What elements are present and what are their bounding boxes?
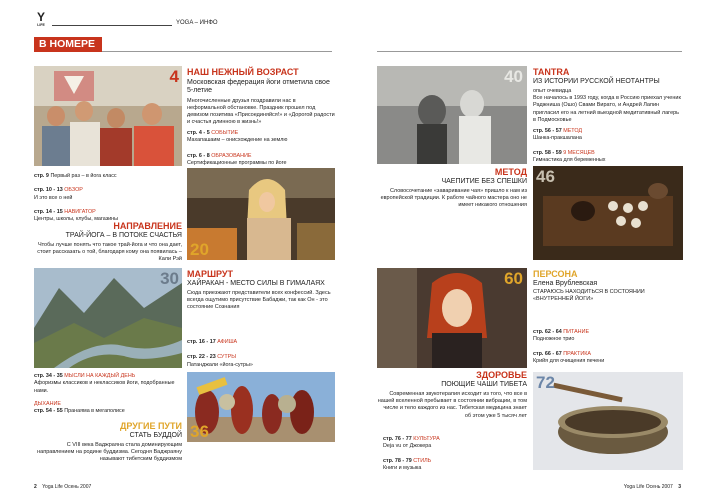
toc-entry[interactable] <box>383 436 523 451</box>
article-method[interactable] <box>377 168 527 210</box>
toc-desc: Крийя для очищения печени <box>533 357 605 364</box>
page-number-46: 46 <box>536 167 555 186</box>
article-title: МЕТОД <box>494 167 527 177</box>
magazine-logo <box>34 11 48 27</box>
article-subtitle: Елена Врублевская <box>533 280 598 288</box>
page-number: 2 <box>34 484 37 490</box>
article-subtitle: ЧАЕПИТИЕ БЕЗ СПЕШКИ <box>441 178 527 186</box>
toc-entry[interactable] <box>533 150 683 165</box>
toc-mid <box>187 130 335 167</box>
toc-pages: стр. 66 - 67 <box>533 350 562 357</box>
toc-pages: стр. 34 - 35 <box>34 373 63 379</box>
article-body: Многочисленные друзья поздравили нас в неформальной обстановке. Праздник прошел под девизом позитива «Присоединяйся!» и «Дорогой радости и счастья длинною в жизнь!» <box>187 97 335 126</box>
toc-mid2 <box>187 339 335 369</box>
toc-pages: стр. 56 - 57 <box>533 128 562 134</box>
article-title: TANTRA <box>533 67 570 77</box>
toc-left2 <box>34 373 182 415</box>
toc-desc: Пранаяма в мегаполисе <box>64 408 125 415</box>
toc-pages: стр. 14 - 15 <box>34 208 63 215</box>
article-body: Словосочетание «заваривание чая» пришло к нам из европейской традиции. К работе чайного мастера оно не имеет никакого отношения <box>380 188 527 209</box>
toc-desc: Центры, школы, клубы, магазины <box>34 216 119 223</box>
article-subtitle: Московская федерация йоги отметила свое 5-летие <box>187 79 330 95</box>
toc-desc: Афоризмы классиков и неклассиков йоги, подобранные нами. <box>34 380 175 394</box>
toc-entry[interactable] <box>533 351 683 366</box>
article-body: Все началось в 1993 году, когда в Россию приехал ученик Раджниша (Ошо) Свами Вирато, и Андрей Лапин пригласил его на летний выездной медитативный лагерь в Подмосковье <box>533 95 681 123</box>
toc-entry[interactable] <box>34 401 182 408</box>
toc-entry[interactable] <box>34 373 182 395</box>
toc-section: 9 МЕСЯЦЕВ <box>563 149 595 156</box>
toc-section: СТИЛЬ <box>413 457 432 464</box>
toc-pages: стр. 76 - 77 <box>383 436 412 442</box>
article-title: НАШ НЕЖНЫЙ ВОЗРАСТ <box>187 67 299 77</box>
toc-desc: И это все о ней <box>34 194 73 201</box>
article-title: НАПРАВЛЕНИЕ <box>113 221 182 231</box>
footer-right <box>624 484 681 490</box>
toc-entry[interactable] <box>34 408 182 415</box>
toc-pages: стр. 4 - 5 <box>187 130 210 136</box>
mountain-photo <box>34 268 182 368</box>
toc-section: ДЫХАНИЕ <box>34 400 61 407</box>
singing-bowl-photo <box>533 372 683 470</box>
toc-pages: стр. 10 - 13 <box>34 187 63 194</box>
toc-entry[interactable] <box>34 173 182 180</box>
page-number-36: 36 <box>190 422 209 441</box>
article-body: Сюда приезжают представители всех конфессий. Здесь всегда ощутимо присутствие Бабаджи, так как Он - это состояние Сознания <box>187 290 331 311</box>
toc-section: НАВИГАТОР <box>64 208 96 215</box>
toc-entry[interactable] <box>187 354 335 369</box>
toc-entry[interactable] <box>187 339 335 346</box>
footer-magazine: Yoga Life Осень 2007 <box>42 484 92 490</box>
article-body: С VIII века Ваджраяна стала доминирующим направлением на родине буддизма. Сегодня Ваджраяну называют тибетским буддизмом <box>37 442 182 463</box>
toc-section: ОБРАЗОВАНИЕ <box>211 152 252 159</box>
toc-section: КУЛЬТУРА <box>413 436 440 442</box>
toc-section: ПРАКТИКА <box>563 350 591 357</box>
article-health[interactable] <box>377 371 527 420</box>
article-title: ЗДОРОВЬЕ <box>476 370 527 380</box>
page-number-4: 4 <box>169 67 179 86</box>
page-number-72: 72 <box>536 373 555 392</box>
page-number-40: 40 <box>504 67 523 86</box>
toc-entry[interactable] <box>187 153 335 168</box>
toc-pages: стр. 54 - 55 <box>34 408 63 415</box>
article-title: МАРШРУТ <box>187 269 234 279</box>
monks-image <box>187 372 335 442</box>
page-number: 3 <box>678 484 681 490</box>
page-number-30: 30 <box>160 269 179 288</box>
toc-pages: стр. 22 - 23 <box>187 354 216 361</box>
page-number-20: 20 <box>190 240 209 259</box>
group-photo-image <box>34 66 182 166</box>
article-subtitle: ПОЮЩИЕ ЧАШИ ТИБЕТА <box>441 381 527 389</box>
banner-rule <box>102 51 332 52</box>
toc-pages: стр. 62 - 64 <box>533 329 562 335</box>
article-persona[interactable] <box>533 270 683 303</box>
article-note: опыт очевидца <box>533 88 572 95</box>
toc-pages: стр. 6 - 8 <box>187 152 210 159</box>
toc-entry[interactable] <box>533 128 683 143</box>
toc-desc: Книги и музыка <box>383 464 422 471</box>
article-tantra[interactable] <box>533 68 683 124</box>
toc-pages: стр. 78 - 79 <box>383 457 412 464</box>
toc-right2 <box>533 329 683 365</box>
toc-desc: Шанка-пракшалана <box>533 135 582 142</box>
article-direction[interactable] <box>34 222 182 264</box>
tea-image <box>533 166 683 260</box>
article-subtitle: ТРАЙ-ЙОГА – В ПОТОКЕ СЧАСТЬЯ <box>65 232 182 240</box>
footer-left <box>34 484 91 490</box>
article-subtitle: ХАЙРАКАН - МЕСТО СИЛЫ В ГИМАЛАЯХ <box>187 280 325 288</box>
blonde-woman-photo <box>187 168 335 260</box>
article-other-paths[interactable] <box>34 422 182 464</box>
article-subtitle: СТАТЬ БУДДОЙ <box>129 432 182 440</box>
tantra-photo <box>377 66 527 164</box>
toc-entry[interactable] <box>187 130 335 145</box>
article-body: Современная звукотерапия исходит из того, что все в нашей вселенной пребывает в состоянии вибрации, в том числе и тело каждого из нас. Тибетская медицина знает об этом уже 5 тысяч лет <box>377 391 527 419</box>
article-title: ПЕРСОНА <box>533 269 578 279</box>
persona-photo <box>377 268 527 368</box>
toc-entry[interactable] <box>34 187 182 202</box>
article-age[interactable] <box>187 68 335 126</box>
toc-section: АФИША <box>217 339 238 345</box>
toc-entry[interactable] <box>383 458 523 473</box>
right-header-rule <box>377 51 682 52</box>
group-photo <box>34 66 182 166</box>
toc-pages: стр. 9 <box>34 173 49 179</box>
article-subtitle-2: СТАРАЮСЬ НАХОДИТЬСЯ В СОСТОЯНИИ «ВНУТРЕННЕЙ ЙОГИ» <box>533 289 645 303</box>
article-subtitle: ИЗ ИСТОРИИ РУССКОЙ НЕОТАНТРЫ <box>533 78 660 86</box>
toc-pages: стр. 16 - 17 <box>187 339 216 345</box>
toc-section: СУТРЫ <box>217 354 237 361</box>
singing-bowl-image <box>533 372 683 470</box>
toc-entry[interactable] <box>533 329 683 344</box>
toc-section: ПИТАНИЕ <box>563 329 590 335</box>
monks-photo <box>187 372 335 442</box>
logo-letter: Y <box>36 10 45 24</box>
toc-desc: Подножное трио <box>533 336 575 343</box>
header-rule <box>52 25 172 26</box>
toc-desc: Патанджали «йога-сутры» <box>187 361 253 368</box>
toc-right1 <box>533 128 683 164</box>
toc-desc: Deja vu от Джокера <box>383 443 432 450</box>
article-body: Чтобы лучше понять что такое трай-йога и что она дает, стоит рассказать о той, благодаря кому она появилась – Кали Рэй <box>37 242 182 263</box>
tea-photo <box>533 166 683 260</box>
logo-sub: LIFE <box>37 23 45 27</box>
article-route[interactable] <box>187 270 335 312</box>
toc-left <box>34 173 182 223</box>
toc-section: СОБЫТИЕ <box>211 130 239 136</box>
footer-magazine: Yoga Life Осень 2007 <box>623 484 673 490</box>
toc-desc: Сертификационные программы по йоге <box>187 159 287 166</box>
section-label: YOGA – ИНФО <box>176 20 218 26</box>
toc-pages: стр. 58 - 59 <box>533 149 562 156</box>
toc-desc: Первый раз – в йога класс <box>50 173 117 179</box>
page-number-60: 60 <box>504 269 523 288</box>
toc-section: ОБЗОР <box>64 187 83 194</box>
toc-desc: Гимнастика для беременных <box>533 156 606 163</box>
blonde-woman-image <box>187 168 335 260</box>
banner-title: В НОМЕРЕ <box>39 38 96 50</box>
toc-right3 <box>383 436 523 472</box>
article-title: ДРУГИЕ ПУТИ <box>119 421 182 431</box>
toc-section: МЫСЛИ НА КАЖДЫЙ ДЕНЬ <box>64 373 136 379</box>
toc-section: МЕТОД <box>563 128 583 134</box>
toc-desc: Махапашаим – онисхождение на землю <box>187 137 288 144</box>
